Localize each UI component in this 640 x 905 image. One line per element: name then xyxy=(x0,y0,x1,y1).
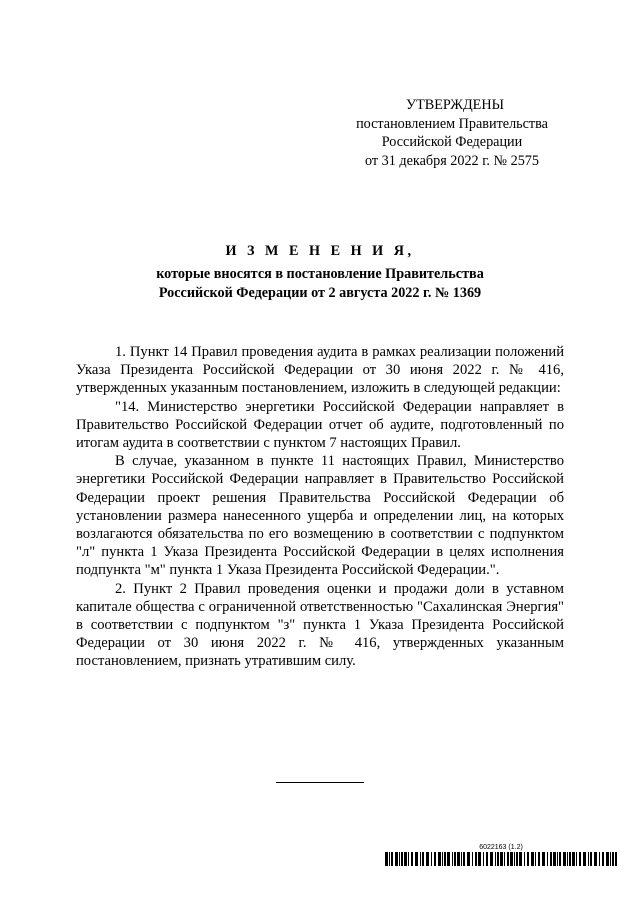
barcode-icon xyxy=(385,852,617,866)
approval-line-2: Российской Федерации xyxy=(381,134,523,151)
paragraph-item-2: 2. Пункт 2 Правил проведения оценки и продажи доли в уставном капитале общества с ограниченной ответственностью "Сахалинская Энергия" в соответствии с подпунктом "з" пункта 1 Указа Президента Российской Федерации от 30 июня 2022 г. № 416, утвержденных указанным постановлением, признать утратившим силу. xyxy=(76,580,564,670)
approval-heading: УТВЕРЖДЕНЫ xyxy=(406,97,504,113)
document-body xyxy=(76,343,564,671)
approval-stamp xyxy=(320,96,584,171)
document-title: И З М Е Н Е Н И Я, xyxy=(225,243,415,259)
paragraph-item-1: 1. Пункт 14 Правил проведения аудита в рамках реализации положений Указа Президента Российской Федерации от 30 июня 2022 г. № 416, утвержденных указанным постановлением, изложить в следующей редакции: xyxy=(76,344,564,397)
paragraph-quoted-rule-14: "14. Министерство энергетики Российской Федерации направляет в Правительство Российской Федерации отчет об аудите, подготовленный по итогам аудита в соответствии с пунктом 7 настоящих Правил. xyxy=(76,398,564,452)
barcode-block xyxy=(385,844,617,871)
document-title-block xyxy=(0,240,640,303)
approval-line-3: от 31 декабря 2022 г. № 2575 xyxy=(365,153,539,170)
document-subtitle-line-2: Российской Федерации от 2 августа 2022 г. № 1369 xyxy=(158,285,482,301)
document-subtitle-line-1: которые вносятся в постановление Правительства xyxy=(156,266,484,282)
end-divider xyxy=(276,782,364,783)
approval-line-1: постановлением Правительства xyxy=(356,115,548,132)
barcode-code-text: 6022163 (1.2) xyxy=(479,844,523,851)
paragraph-rule-14-continuation: В случае, указанном в пункте 11 настоящих Правил, Министерство энергетики Российской Федерации направляет в Правительство Российской Федерации проект решения Правительства Российской Федерации об установлении размера нанесенного ущерба и определении лиц, на которых возлагаются обязательства по его возмещению в соответствии с подпунктом "л" пункта 1 Указа Президента Российской Федерации в целях исполнения подпункта "м" пункта 1 Указа Президента Российской Федерации.". xyxy=(76,453,564,579)
